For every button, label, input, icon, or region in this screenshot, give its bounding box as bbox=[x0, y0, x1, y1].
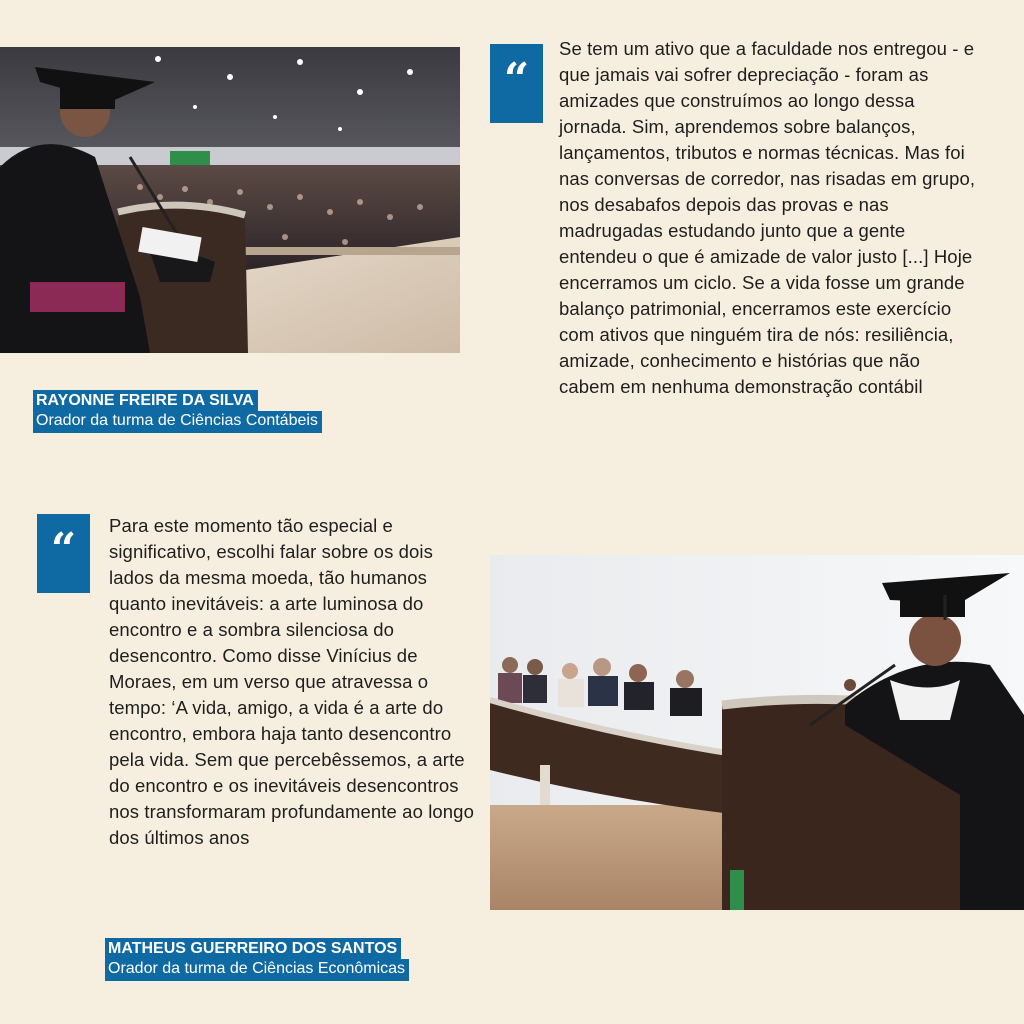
quote-text-2: Para este momento tão especial e significativo, escolhi falar sobre os dois lados da mesma moeda, tão humanos quanto inevitáveis: a arte luminosa do encontro e a sombra silenciosa do desencontro. Como disse Vinícius de Moraes, em um verso que atravessa o tempo: ‘A vida, amigo, a vida é a arte do encontro, embora haja tanto desencontro pela vida. Sem que percebêssemos, a arte do encontro e os inevitáveis desencontros nos transformaram profundamente ao longo dos últimos anos bbox=[109, 515, 474, 848]
speaker1-credit bbox=[33, 390, 322, 433]
speaker2-role: Orador da turma de Ciências Econômicas bbox=[105, 959, 409, 981]
quote-mark-icon: “ bbox=[37, 514, 90, 593]
speaker2-name: MATHEUS GUERREIRO DOS SANTOS bbox=[105, 938, 401, 959]
quote-text-1: Se tem um ativo que a faculdade nos entregou - e que jamais vai sofrer depreciação - foram as amizades que construímos ao longo dessa jornada. Sim, aprendemos sobre balanços, lançamentos, tributos e normas técnicas. Mas foi nas conversas de corredor, nas risadas em grupo, nos desabafos depois das provas e nas madrugadas estudando junto que a gente entendeu o que é amizade de valor justo [...] Hoje encerramos um ciclo. Se a vida fosse um grande balanço patrimonial, encerramos este exercício com ativos que ninguém tira de nós: resiliência, amizade, conhecimento e histórias que não cabem em nenhuma demonstração contábil bbox=[559, 38, 976, 397]
speaker1-photo bbox=[0, 47, 460, 353]
speaker2-credit bbox=[105, 938, 409, 981]
speaker2-photo bbox=[490, 555, 1024, 910]
quote-mark-icon: “ bbox=[490, 44, 543, 123]
speaker1-role: Orador da turma de Ciências Contábeis bbox=[33, 411, 322, 433]
speaker1-name: RAYONNE FREIRE DA SILVA bbox=[33, 390, 258, 411]
